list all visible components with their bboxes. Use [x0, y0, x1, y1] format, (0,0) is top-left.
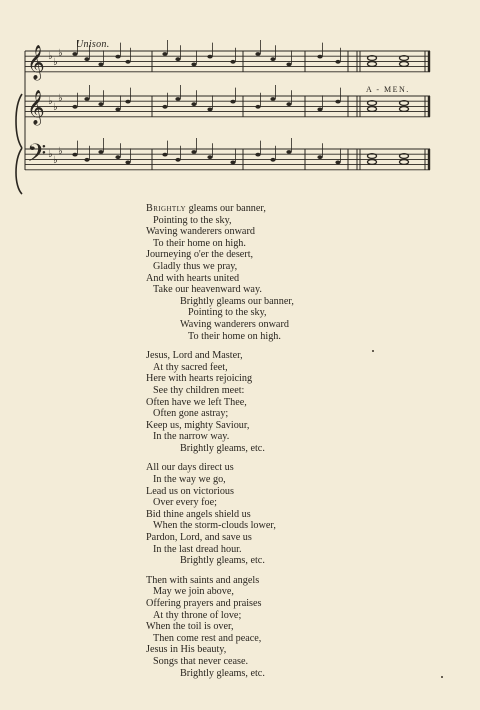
verse-text: Keep us, mighty Saviour, — [146, 419, 250, 431]
flat-sign: ♭ — [48, 149, 53, 160]
flat-sign: ♭ — [53, 102, 58, 113]
verse-text: Songs that never cease. — [153, 655, 249, 667]
verse-line — [0, 509, 480, 521]
verse-text: In the way we go, — [153, 474, 226, 486]
flat-sign: ♭ — [53, 155, 58, 166]
amen-label: A - MEN. — [366, 85, 410, 94]
verse-text: gleams our banner, — [188, 203, 266, 214]
verse-line — [0, 249, 480, 261]
verse-line — [0, 350, 480, 362]
notehead — [230, 100, 235, 104]
verse-text: Journeying o'er the desert, — [146, 249, 254, 261]
notehead — [84, 57, 89, 61]
unison-label: Unison. — [76, 39, 110, 50]
clef-symbol: 𝄞 — [27, 45, 45, 80]
flat-sign: ♭ — [58, 146, 63, 157]
verse-line — [0, 284, 480, 296]
verse-text: At thy sacred feet, — [153, 361, 228, 373]
verse-text: Pardon, Lord, and save us — [146, 532, 252, 544]
verse-text: Offering prayers and praises — [146, 598, 262, 609]
notehead — [115, 155, 120, 159]
hymn-text — [0, 203, 480, 687]
notehead — [255, 52, 260, 56]
verse-line — [0, 443, 480, 455]
notehead — [335, 161, 340, 165]
clef-symbol: 𝄞 — [27, 90, 45, 125]
notehead — [162, 153, 167, 157]
notehead — [162, 105, 167, 109]
notehead — [98, 102, 103, 106]
verse-line — [0, 621, 480, 633]
notehead — [317, 155, 322, 159]
notehead — [175, 158, 180, 162]
notehead — [191, 63, 196, 67]
verse-text: Pointing to the sky, — [153, 214, 232, 226]
notehead — [115, 55, 120, 59]
notehead — [175, 57, 180, 61]
verse-text: Often have we left Thee, — [146, 396, 247, 408]
notehead — [230, 161, 235, 165]
notehead — [72, 153, 77, 157]
notehead — [230, 60, 235, 64]
verse-text: When the toil is over, — [146, 621, 234, 633]
notehead — [125, 100, 130, 104]
verse-line — [0, 397, 480, 409]
verse-line — [0, 331, 480, 343]
verse-line — [0, 520, 480, 532]
verse-text: Brightly gleams our banner, — [180, 295, 294, 307]
flat-sign: ♭ — [48, 96, 53, 107]
notehead — [98, 150, 103, 154]
verse-text: Jesus in His beauty, — [146, 644, 227, 656]
verse-line — [0, 385, 480, 397]
notehead — [207, 108, 212, 112]
verse-text: Pointing to the sky, — [188, 307, 267, 319]
verse-line — [0, 555, 480, 567]
verse-text: Waving wanderers onward — [146, 226, 255, 238]
verse-text: When the storm-clouds lower, — [153, 520, 276, 532]
flat-sign: ♭ — [58, 48, 63, 59]
flat-sign: ♭ — [53, 57, 58, 68]
verse-text: Lead us on victorious — [146, 485, 234, 497]
verse-line — [0, 238, 480, 250]
whole-note — [368, 107, 377, 112]
notehead — [98, 63, 103, 67]
notehead — [125, 161, 130, 165]
verse-line — [0, 373, 480, 385]
notehead — [191, 102, 196, 106]
verse-line — [0, 486, 480, 498]
notehead — [317, 55, 322, 59]
verse-line — [0, 544, 480, 556]
notehead — [270, 158, 275, 162]
verse-text: To their home on high. — [153, 237, 246, 249]
verse-text: All our days direct us — [146, 462, 234, 474]
verse-line — [0, 462, 480, 474]
notehead — [317, 108, 322, 112]
page-speck — [441, 676, 443, 678]
verse-line — [0, 668, 480, 680]
verse-line — [0, 431, 480, 443]
verse-line — [0, 362, 480, 374]
stanza — [0, 203, 480, 342]
verse-text: Brightly gleams, etc. — [180, 667, 265, 679]
music-score — [0, 36, 480, 196]
notehead — [191, 150, 196, 154]
page-speck — [372, 350, 374, 352]
notehead — [207, 155, 212, 159]
notehead — [84, 158, 89, 162]
verse-text: See thy children meet: — [153, 384, 245, 396]
verse-text: Take our heavenward way. — [153, 284, 262, 296]
notehead — [207, 55, 212, 59]
verse-text: Often gone astray; — [153, 408, 229, 420]
verse-line — [0, 656, 480, 668]
whole-note — [368, 160, 377, 165]
clef-symbol: 𝄢 — [27, 139, 47, 174]
verse-text: To their home on high. — [188, 330, 281, 342]
verse-line — [0, 644, 480, 656]
verse-line — [0, 203, 480, 215]
notehead — [72, 52, 77, 56]
verse-text: Waving wanderers onward — [180, 318, 289, 330]
whole-note — [368, 62, 377, 67]
verse-line — [0, 420, 480, 432]
verse-text: Over every foe; — [153, 497, 217, 509]
verse-line — [0, 408, 480, 420]
notehead — [335, 60, 340, 64]
notehead — [286, 63, 291, 67]
flat-sign: ♭ — [58, 93, 63, 104]
stanza — [0, 575, 480, 679]
verse-line — [0, 497, 480, 509]
whole-note — [400, 160, 409, 165]
verse-line — [0, 586, 480, 598]
verse-line — [0, 575, 480, 587]
stanza — [0, 462, 480, 566]
flat-sign: ♭ — [48, 51, 53, 62]
notehead — [115, 108, 120, 112]
notehead — [162, 52, 167, 56]
verse-text: May we join above, — [153, 586, 234, 598]
notehead — [286, 102, 291, 106]
verse-text: Brightly gleams, etc. — [180, 555, 265, 567]
verse-line — [0, 319, 480, 331]
notehead — [255, 153, 260, 157]
verse-line — [0, 532, 480, 544]
notehead — [84, 97, 89, 101]
verse-line — [0, 474, 480, 486]
notehead — [270, 57, 275, 61]
initial-word: Brightly — [146, 203, 187, 214]
verse-line — [0, 215, 480, 227]
notehead — [335, 100, 340, 104]
verse-text: Then come rest and peace, — [153, 632, 262, 644]
whole-note — [400, 62, 409, 67]
notehead — [270, 97, 275, 101]
verse-line — [0, 226, 480, 238]
notehead — [72, 105, 77, 109]
verse-text: Jesus, Lord and Master, — [146, 350, 243, 362]
notehead — [125, 60, 130, 64]
notehead — [286, 150, 291, 154]
verse-line — [0, 610, 480, 622]
notehead — [255, 105, 260, 109]
verse-line — [0, 307, 480, 319]
verse-text: Bid thine angels shield us — [146, 508, 251, 520]
verse-line — [0, 261, 480, 273]
verse-text: And with hearts united — [146, 272, 240, 284]
notehead — [175, 97, 180, 101]
verse-line — [0, 598, 480, 610]
whole-note — [400, 107, 409, 112]
verse-text: Then with saints and angels — [146, 574, 260, 586]
stanza — [0, 350, 480, 454]
verse-text: Here with hearts rejoicing — [146, 373, 253, 385]
verse-text: At thy throne of love; — [153, 609, 242, 621]
verse-text: In the last dread hour. — [153, 543, 242, 555]
verse-text: Brightly gleams, etc. — [180, 442, 265, 454]
verse-text: Gladly thus we pray, — [153, 260, 238, 272]
verse-line — [0, 633, 480, 645]
verse-line — [0, 296, 480, 308]
brace — [16, 94, 22, 194]
verse-line — [0, 273, 480, 285]
verse-text: In the narrow way. — [153, 431, 230, 443]
